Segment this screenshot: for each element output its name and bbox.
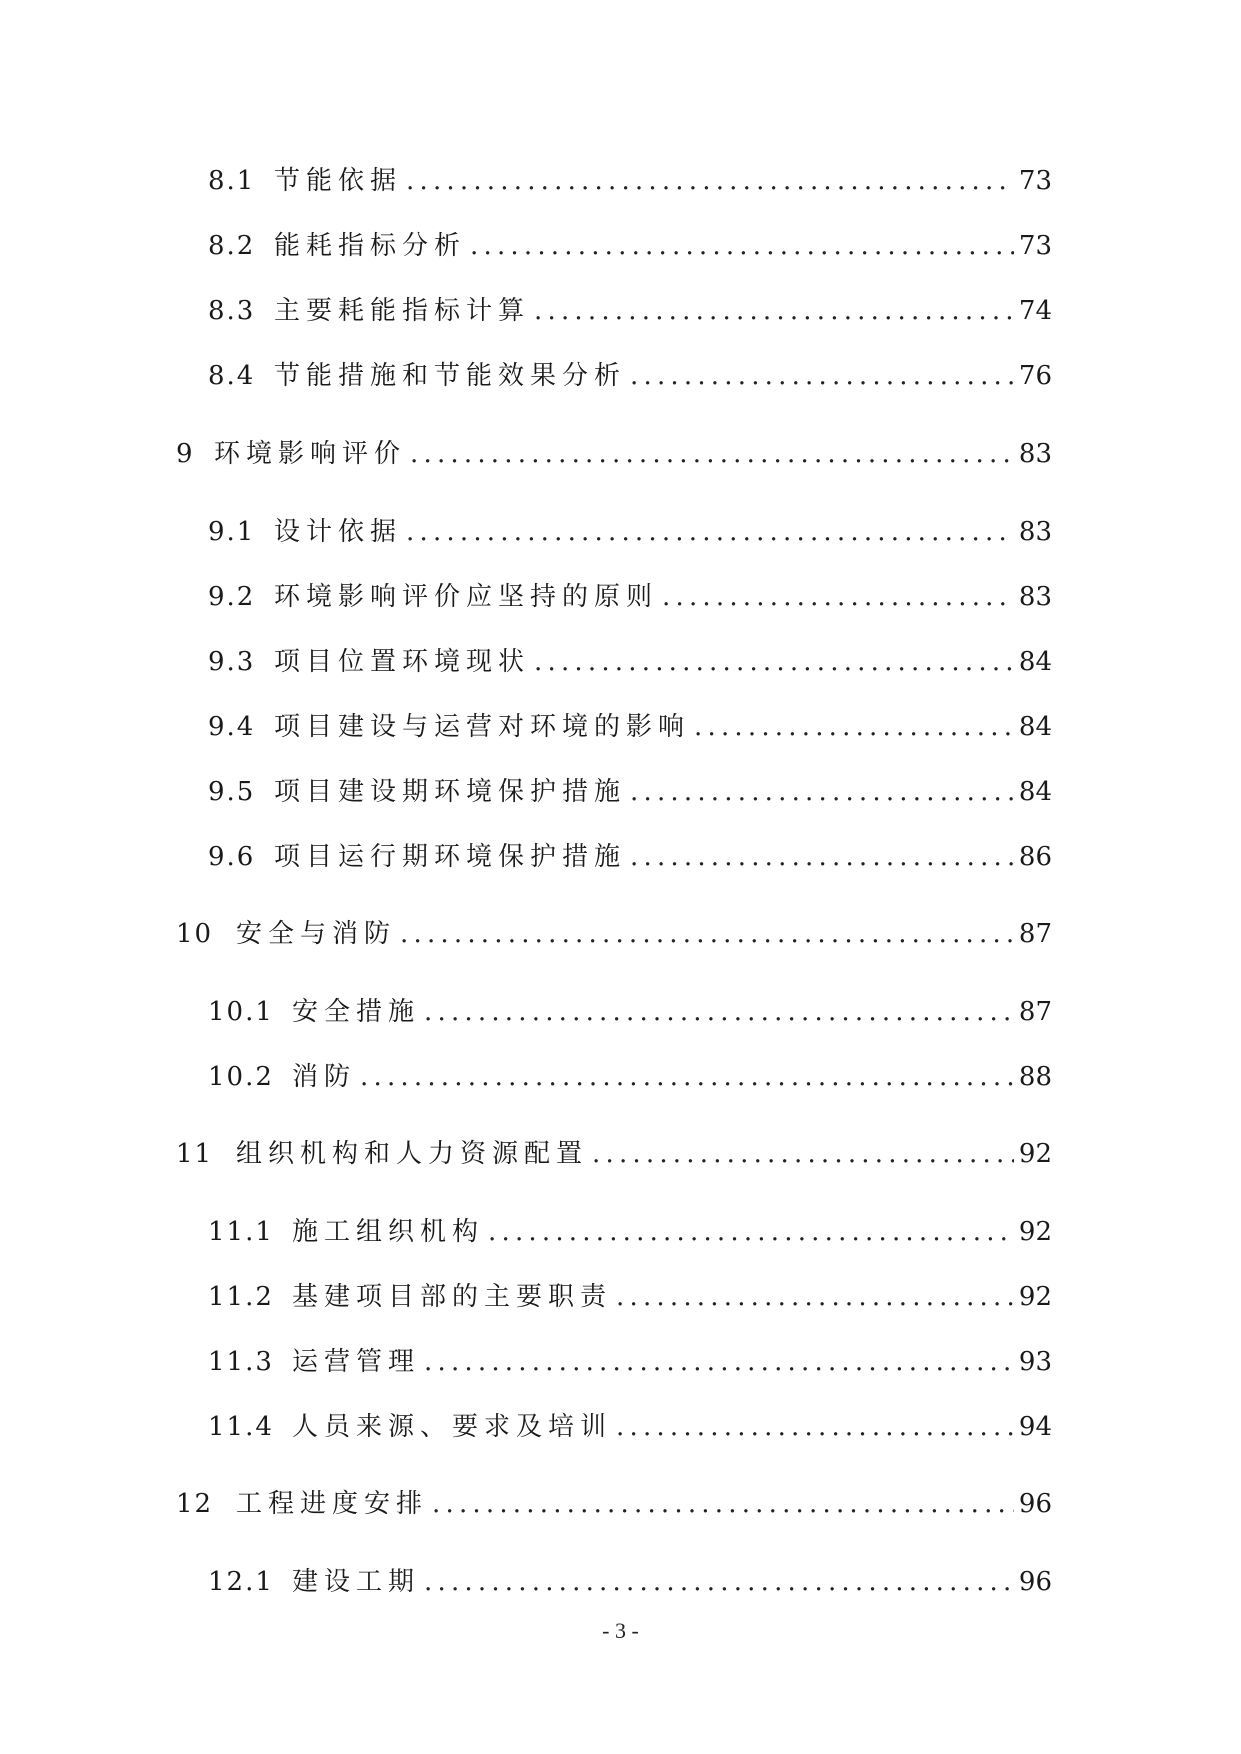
toc-entry-11-3[interactable] <box>208 1345 1052 1379</box>
toc-leader-dots <box>662 580 1014 614</box>
toc-entry-11-4[interactable] <box>208 1410 1052 1444</box>
toc-entry-title: 施工组织机构 <box>292 1217 485 1247</box>
toc-entry-9-6[interactable] <box>208 840 1052 874</box>
toc-entry-page: 96 <box>1018 1489 1052 1519</box>
toc-entry-8-3[interactable] <box>208 294 1052 328</box>
toc-entry-title: 项目建设与运营对环境的影响 <box>274 712 691 742</box>
toc-entry-page: 83 <box>1018 439 1052 469</box>
toc-entry-page: 96 <box>1018 1567 1052 1597</box>
toc-entry-title: 环境影响评价 <box>214 439 407 469</box>
toc-entry-page: 84 <box>1018 777 1052 807</box>
toc-leader-dots <box>406 164 1014 198</box>
toc-entry-title: 项目位置环境现状 <box>274 647 531 677</box>
toc-leader-dots <box>360 1060 1014 1094</box>
toc-entry-title: 组织机构和人力资源配置 <box>236 1139 589 1169</box>
toc-entry-8-2[interactable] <box>208 229 1052 263</box>
toc-entry-number: 11 <box>176 1139 214 1169</box>
toc-entry-title: 建设工期 <box>292 1567 421 1597</box>
toc-leader-dots <box>616 1280 1014 1314</box>
toc-entry-number: 9.6 <box>208 842 256 872</box>
toc-entry-title: 工程进度安排 <box>236 1489 429 1519</box>
toc-entry-10[interactable] <box>176 917 1052 951</box>
toc-entry-12[interactable] <box>176 1487 1052 1521</box>
toc-leader-dots <box>424 1345 1014 1379</box>
toc-entry-page: 83 <box>1018 517 1052 547</box>
toc-entry-9-5[interactable] <box>208 775 1052 809</box>
toc-entry-page: 76 <box>1018 361 1052 391</box>
toc-entry-number: 11.2 <box>208 1282 274 1312</box>
toc-entry-10-1[interactable] <box>208 995 1052 1029</box>
toc-entry-number: 8.4 <box>208 361 256 391</box>
toc-entry-number: 8.1 <box>208 166 256 196</box>
toc-entry-9-2[interactable] <box>208 580 1052 614</box>
toc-entry-number: 9.2 <box>208 582 256 612</box>
toc-leader-dots <box>400 917 1014 951</box>
toc-leader-dots <box>616 1410 1014 1444</box>
toc-entry-number: 8.2 <box>208 231 256 261</box>
toc-entry-title: 人员来源、要求及培训 <box>292 1412 613 1442</box>
toc-entry-page: 94 <box>1018 1412 1052 1442</box>
toc-entry-title: 设计依据 <box>274 517 403 547</box>
toc-entry-page: 84 <box>1018 647 1052 677</box>
toc-entry-number: 12 <box>176 1489 214 1519</box>
toc-leader-dots <box>630 840 1014 874</box>
toc-entry-number: 9.1 <box>208 517 256 547</box>
toc-entry-number: 9.3 <box>208 647 256 677</box>
toc-leader-dots <box>432 1487 1014 1521</box>
toc-entry-title: 基建项目部的主要职责 <box>292 1282 613 1312</box>
toc-leader-dots <box>630 775 1014 809</box>
toc-leader-dots <box>410 437 1014 471</box>
toc-entry-title: 项目建设期环境保护措施 <box>274 777 627 807</box>
toc-leader-dots <box>424 995 1014 1029</box>
toc-entry-title: 节能措施和节能效果分析 <box>274 361 627 391</box>
toc-leader-dots <box>424 1565 1014 1599</box>
toc-entry-8-1[interactable] <box>208 164 1052 198</box>
toc-entry-title: 安全与消防 <box>236 919 397 949</box>
toc-leader-dots <box>592 1137 1014 1171</box>
toc-entry-page: 87 <box>1018 919 1052 949</box>
toc-entry-page: 84 <box>1018 712 1052 742</box>
toc-entry-number: 11.4 <box>208 1412 274 1442</box>
page-number: - 3 - <box>602 1618 639 1643</box>
toc-entry-title: 主要耗能指标计算 <box>274 296 531 326</box>
toc-entry-number: 9.5 <box>208 777 256 807</box>
toc-entry-title: 节能依据 <box>274 166 403 196</box>
toc-entry-title: 运营管理 <box>292 1347 421 1377</box>
toc-entry-number: 10 <box>176 919 214 949</box>
toc-leader-dots <box>694 710 1014 744</box>
toc-entry-9-1[interactable] <box>208 515 1052 549</box>
toc-leader-dots <box>534 645 1014 679</box>
toc-entry-number: 9.4 <box>208 712 256 742</box>
toc-entry-10-2[interactable] <box>208 1060 1052 1094</box>
toc-entry-page: 92 <box>1018 1139 1052 1169</box>
toc-entry-page: 73 <box>1018 231 1052 261</box>
toc-entry-number: 12.1 <box>208 1567 274 1597</box>
toc-entry-8-4[interactable] <box>208 359 1052 393</box>
toc-leader-dots <box>470 229 1014 263</box>
toc-entry-title: 能耗指标分析 <box>274 231 467 261</box>
toc-entry-number: 8.3 <box>208 296 256 326</box>
toc-entry-number: 9 <box>176 439 195 469</box>
toc-entry-9-3[interactable] <box>208 645 1052 679</box>
toc-entry-page: 87 <box>1018 997 1052 1027</box>
toc-entry-page: 92 <box>1018 1282 1052 1312</box>
toc-leader-dots <box>534 294 1014 328</box>
toc-entry-9-4[interactable] <box>208 710 1052 744</box>
toc-entry-page: 86 <box>1018 842 1052 872</box>
toc-entry-number: 10.1 <box>208 997 274 1027</box>
toc-entry-9[interactable] <box>176 437 1052 471</box>
toc-entry-11-2[interactable] <box>208 1280 1052 1314</box>
toc-entry-number: 11.3 <box>208 1347 274 1377</box>
toc-entry-11[interactable] <box>176 1137 1052 1171</box>
toc-entry-number: 11.1 <box>208 1217 274 1247</box>
toc-entry-title: 项目运行期环境保护措施 <box>274 842 627 872</box>
toc-entry-11-1[interactable] <box>208 1215 1052 1249</box>
toc-leader-dots <box>630 359 1014 393</box>
toc-entry-title: 消防 <box>292 1062 357 1092</box>
toc-entry-page: 73 <box>1018 166 1052 196</box>
toc-entry-page: 88 <box>1018 1062 1052 1092</box>
toc-leader-dots <box>406 515 1014 549</box>
toc-entry-title: 环境影响评价应坚持的原则 <box>274 582 659 612</box>
toc-entry-page: 92 <box>1018 1217 1052 1247</box>
toc-entry-page: 74 <box>1018 296 1052 326</box>
toc-entry-title: 安全措施 <box>292 997 421 1027</box>
toc-leader-dots <box>488 1215 1014 1249</box>
toc-entry-page: 93 <box>1018 1347 1052 1377</box>
toc-entry-number: 10.2 <box>208 1062 274 1092</box>
toc-entry-page: 83 <box>1018 582 1052 612</box>
toc-entry-12-1[interactable] <box>208 1565 1052 1599</box>
